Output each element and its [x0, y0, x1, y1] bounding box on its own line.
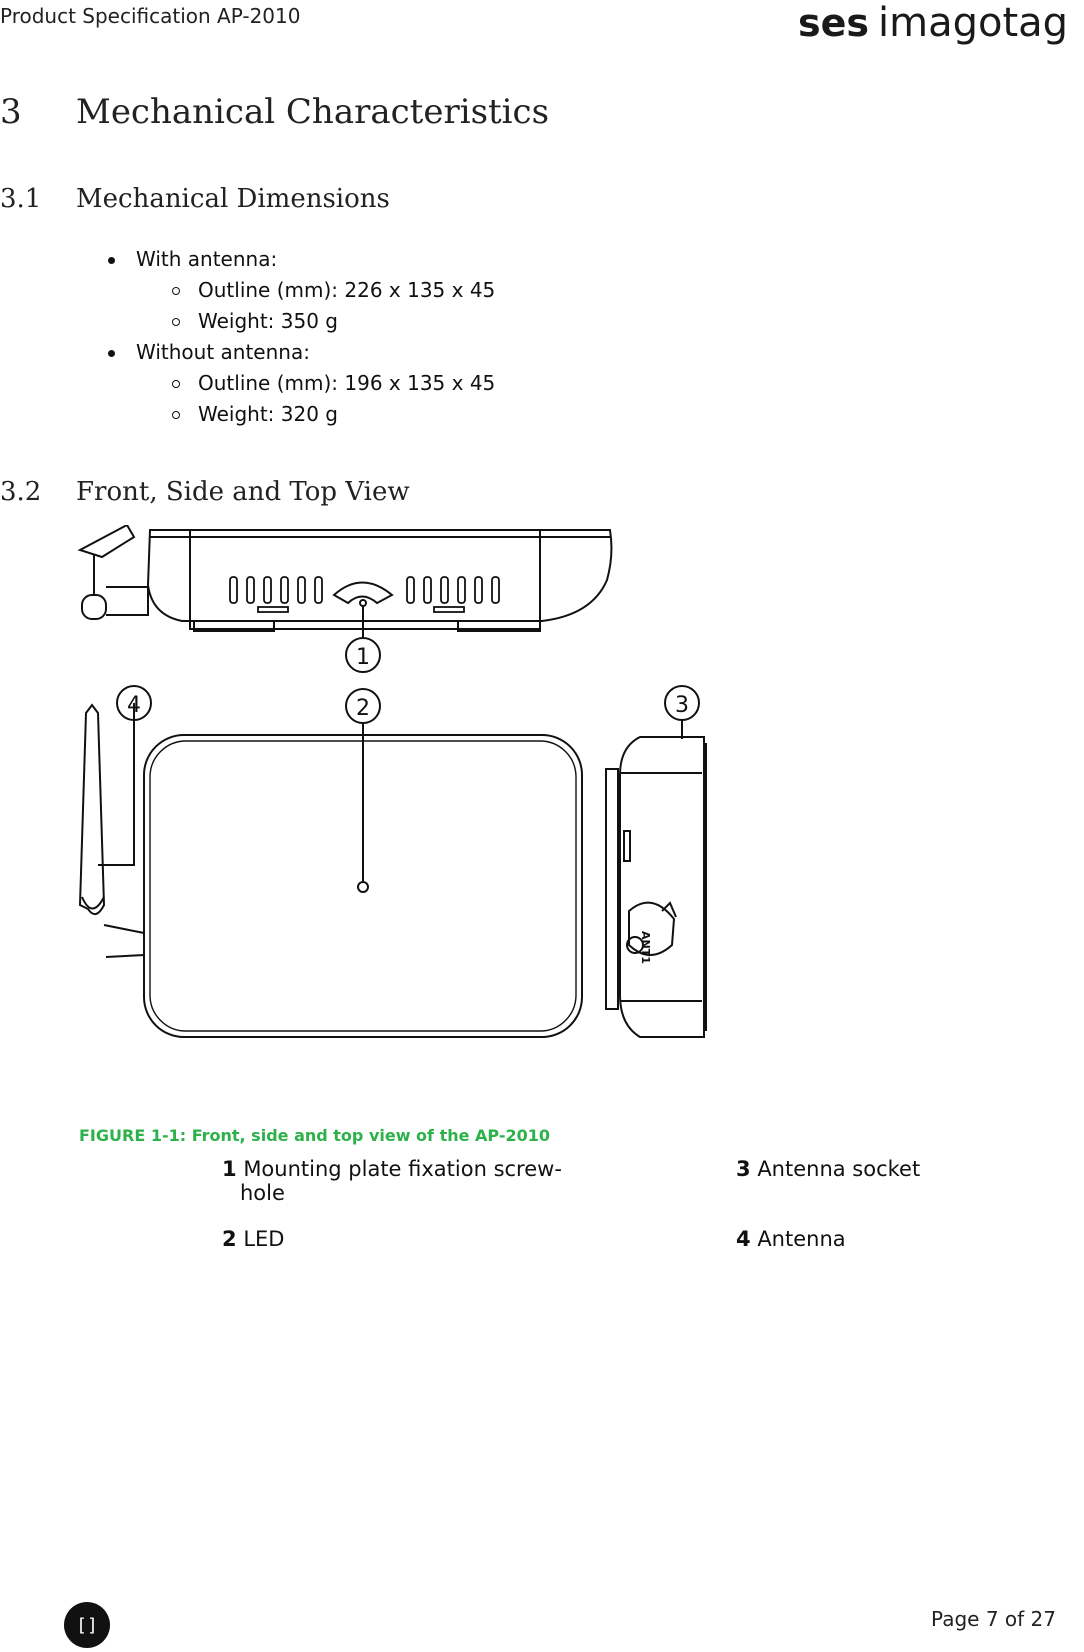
- legend-item-4: [736, 1227, 846, 1251]
- document-title: Product Specification AP-2010: [0, 4, 301, 28]
- legend-item-3: [736, 1157, 920, 1181]
- sub-list-item: Outline (mm): 196 x 135 x 45: [136, 368, 495, 399]
- legend-number: 4: [736, 1227, 751, 1251]
- sub-list-item: Weight: 320 g: [136, 399, 495, 430]
- callout-3: 3: [675, 693, 689, 718]
- section-3-2-title: Front, Side and Top View: [76, 477, 410, 507]
- legend-text: Antenna socket: [757, 1157, 921, 1181]
- list-item: [106, 337, 495, 430]
- dimensions-list: [106, 244, 495, 430]
- legend-text-continued: hole: [240, 1181, 285, 1205]
- logo-brand-text: imagotag: [878, 0, 1069, 46]
- sub-list-item: Outline (mm): 226 x 135 x 45: [136, 275, 495, 306]
- page-badge: []: [64, 1602, 110, 1648]
- side-view-drawing: [606, 737, 706, 1037]
- section-3-number: 3: [0, 92, 22, 132]
- section-3-1-number: 3.1: [0, 184, 42, 214]
- legend-text: Antenna: [757, 1227, 846, 1251]
- list-item-label: With antenna:: [136, 247, 278, 271]
- legend-text: Mounting plate fixation screw-: [243, 1157, 562, 1181]
- section-3-2-number: 3.2: [0, 477, 42, 507]
- ses-imagotag-logo: [794, 0, 1084, 50]
- legend-number: 3: [736, 1157, 751, 1181]
- legend-item-2: [222, 1227, 284, 1251]
- device-drawing: [72, 525, 752, 1095]
- callout-1: 1: [356, 645, 370, 670]
- callout-4: 4: [127, 693, 141, 718]
- sub-list: [136, 368, 495, 430]
- sub-list: [136, 275, 495, 337]
- top-view-drawing: [80, 525, 611, 631]
- legend-item-1: [222, 1157, 562, 1205]
- sub-list-item: Weight: 350 g: [136, 306, 495, 337]
- list-item: [106, 244, 495, 337]
- antenna-socket-label: ANT1: [639, 931, 652, 964]
- legend-number: 2: [222, 1227, 237, 1251]
- figure-caption: FIGURE 1-1: Front, side and top view of the AP-2010: [79, 1126, 551, 1145]
- logo-ses-text: ses: [798, 1, 870, 45]
- section-3-1-title: Mechanical Dimensions: [76, 184, 390, 214]
- legend-text: LED: [243, 1227, 285, 1251]
- list-item-label: Without antenna:: [136, 340, 310, 364]
- front-view-drawing: [80, 705, 582, 1037]
- callout-2: 2: [356, 696, 370, 721]
- section-3-title: Mechanical Characteristics: [76, 92, 550, 132]
- page-number: Page 7 of 27: [931, 1607, 1056, 1631]
- legend-number: 1: [222, 1157, 237, 1181]
